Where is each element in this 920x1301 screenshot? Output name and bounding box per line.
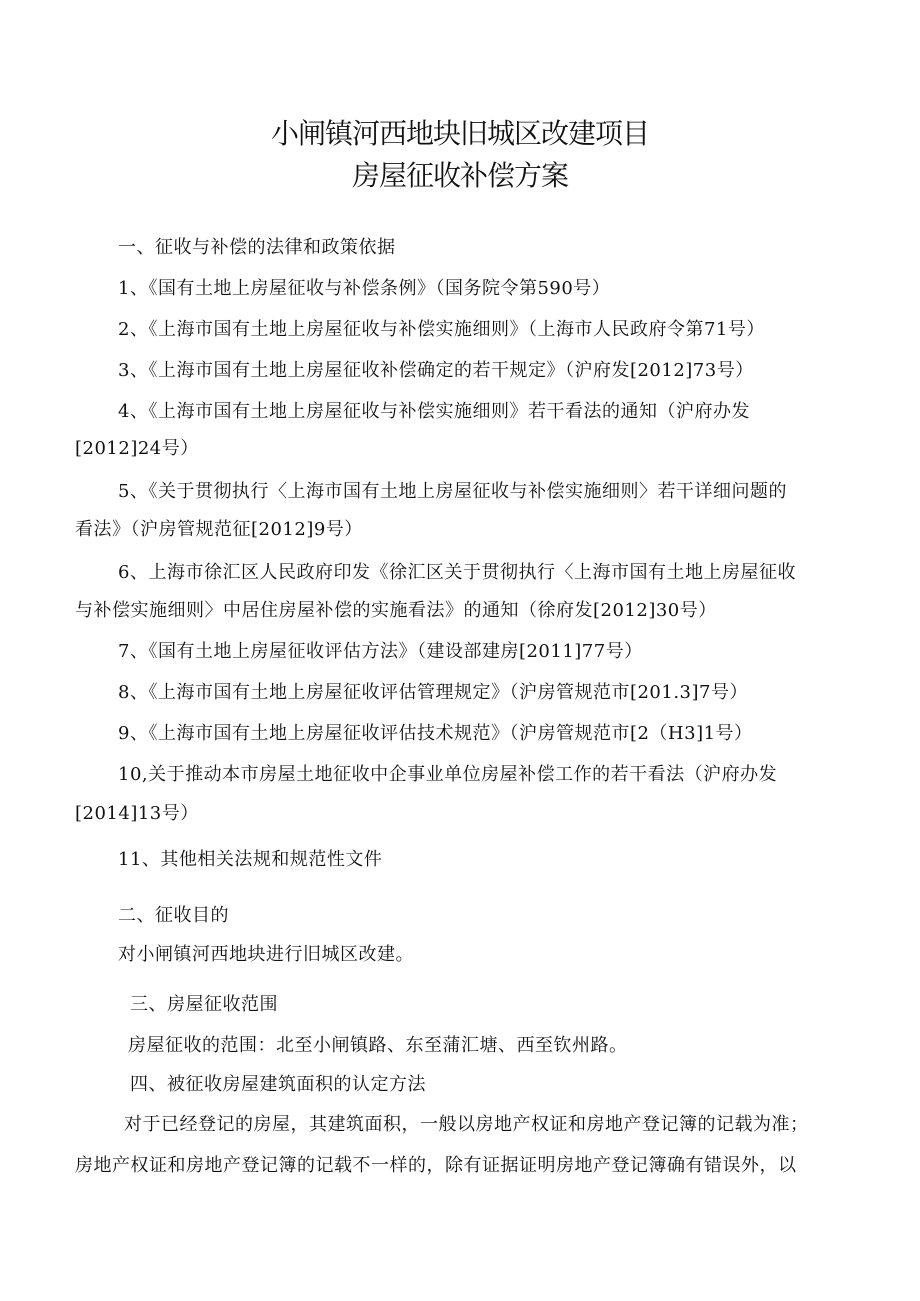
basis-item-3: 3、《上海市国有土地上房屋征收补偿确定的若干规定》（沪府发[2012]73号）: [118, 360, 754, 381]
basis-item-10: 10,关于推动本市房屋土地征收中企事业单位房屋补偿工作的若干看法（沪府办发: [118, 764, 778, 785]
document-title-line1: 小闸镇河西地块旧城区改建项目: [270, 117, 649, 150]
section2-body: 对小闸镇河西地块进行旧城区改建。: [118, 944, 414, 965]
basis-item-11: 11、其他相关法规和规范性文件: [118, 849, 383, 870]
section2-heading: 二、征收目的: [118, 905, 229, 926]
basis-item-4: 4、《上海市国有土地上房屋征收与补偿实施细则》若干看法的通知（沪府办发: [118, 401, 750, 422]
section3-heading: 三、房屋征收范围: [130, 994, 278, 1015]
document-title-line2: 房屋征收补偿方案: [351, 159, 568, 192]
basis-item-1: 1、《国有土地上房屋征收与补偿条例》（国务院令第590号）: [118, 278, 611, 299]
basis-item-7: 7、《国有土地上房屋征收评估方法》（建设部建房[2011]77号）: [118, 641, 643, 662]
basis-item-8: 8、《上海市国有土地上房屋征收评估管理规定》（沪房管规范市[201.3]7号）: [118, 682, 748, 703]
section1-heading: 一、征收与补偿的法律和政策依据: [118, 237, 396, 258]
basis-item-4-cont: [2012]24号）: [75, 438, 199, 459]
section4-line-1: 对于已经登记的房屋，其建筑面积，一般以房地产权证和房地产登记簿的记载为准；: [124, 1114, 809, 1135]
basis-item-5-cont: 看法》（沪房管规范征[2012]9号）: [75, 519, 363, 540]
basis-item-10-cont: [2014]13号）: [75, 803, 199, 824]
section4-heading: 四、被征收房屋建筑面积的认定方法: [130, 1074, 426, 1095]
section3-body: 房屋征收的范围：北至小闸镇路、东至蒲汇塘、西至钦州路。: [128, 1035, 628, 1056]
basis-item-9: 9、《上海市国有土地上房屋征收评估技术规范》（沪房管规范市[2（H3]1号）: [118, 723, 753, 744]
basis-item-6: 6、上海市徐汇区人民政府印发《徐汇区关于贯彻执行〈上海市国有土地上房屋征收: [118, 562, 796, 583]
basis-item-5: 5、《关于贯彻执行〈上海市国有土地上房屋征收与补偿实施细则〉若干详细问题的: [118, 481, 787, 502]
basis-item-2: 2、《上海市国有土地上房屋征收与补偿实施细则》（上海市人民政府令第71号）: [118, 319, 765, 340]
basis-item-6-cont: 与补偿实施细则〉中居住房屋补偿的实施看法》的通知（徐府发[2012]30号）: [75, 600, 717, 621]
section4-line-2: 房地产权证和房地产登记簿的记载不一样的，除有证据证明房地产登记簿确有错误外，以: [75, 1155, 797, 1176]
